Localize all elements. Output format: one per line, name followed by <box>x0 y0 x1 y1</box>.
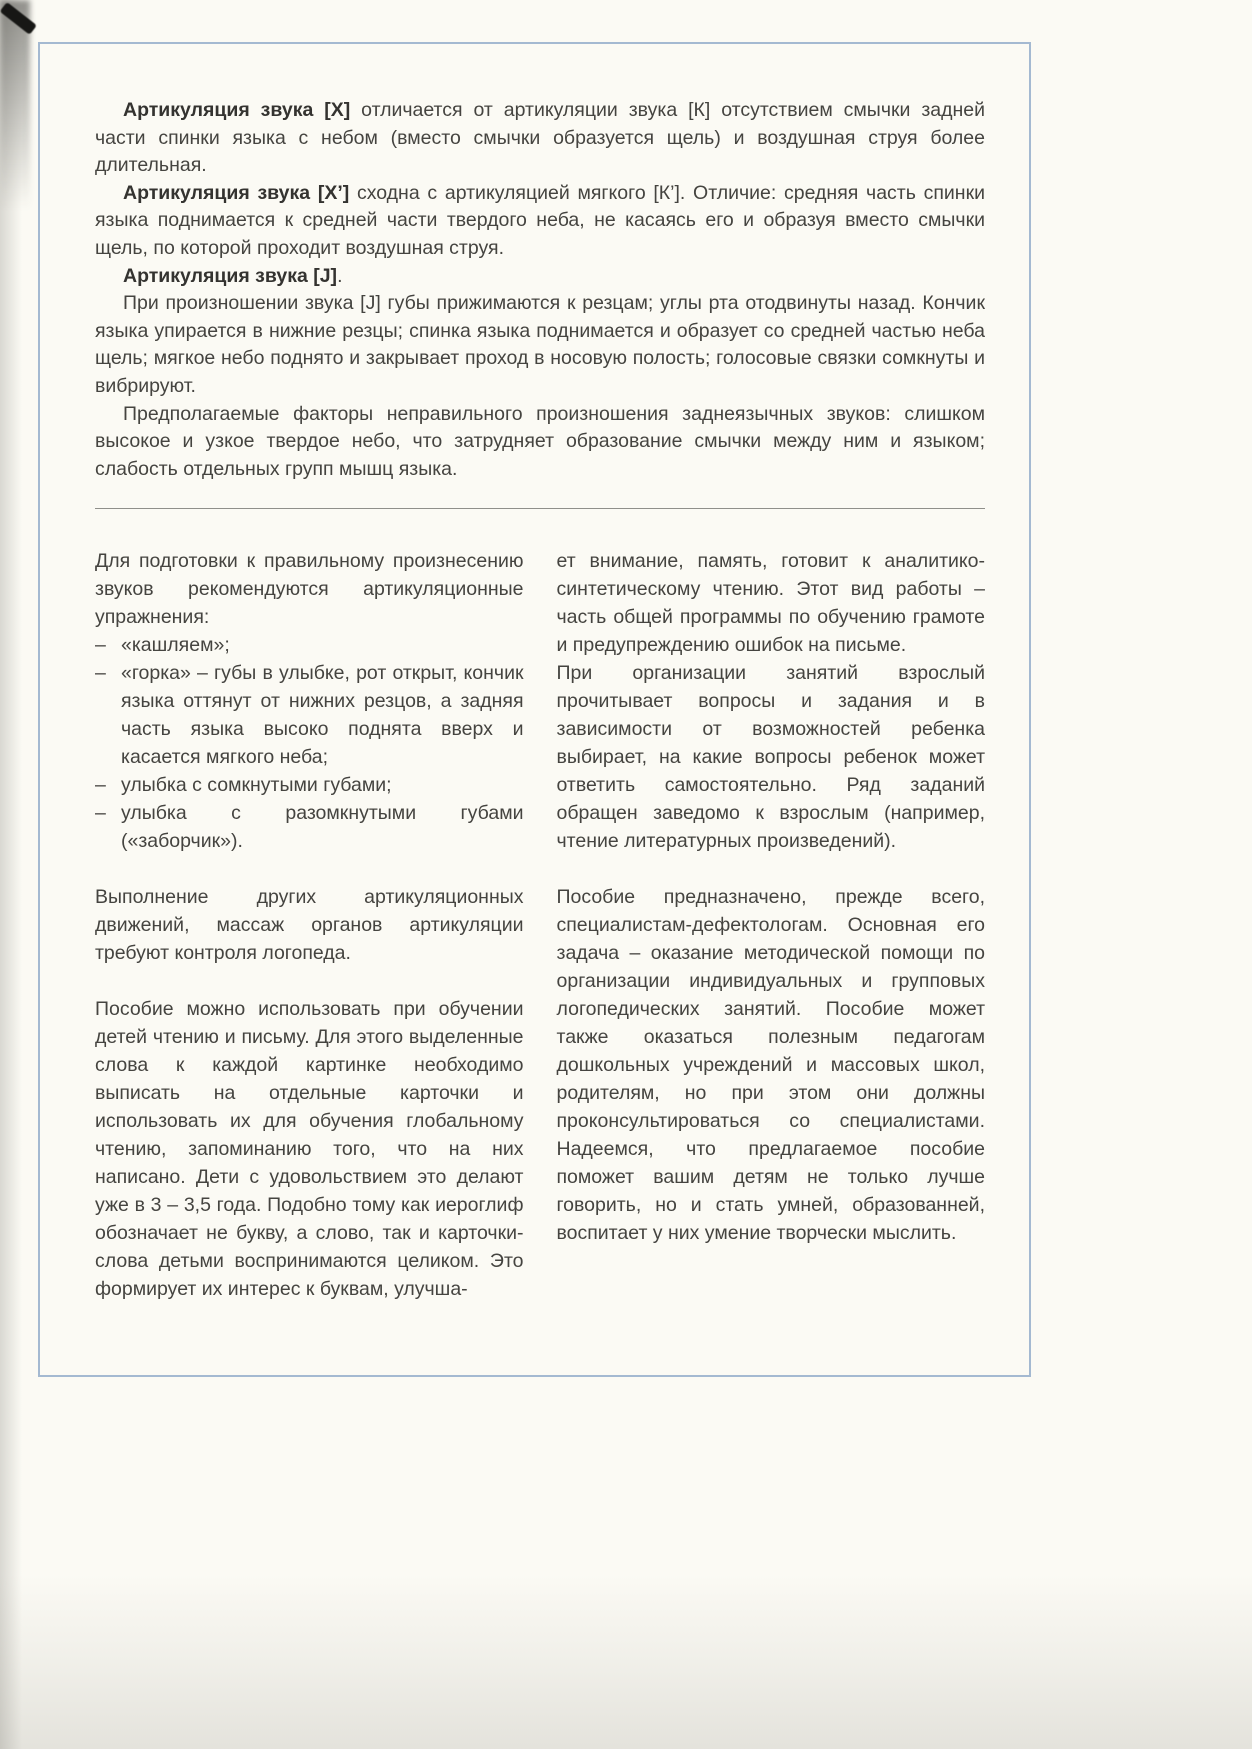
paragraph-lead: Артикуляция звука [Х’] <box>123 181 350 204</box>
list-item-text: «горка» – губы в улыбке, рот открыт, кончик языка оттянут от нижних резцов, а задняя часть языка высоко поднята вверх и касается мягкого неба; <box>121 662 524 769</box>
page-content <box>95 97 985 1303</box>
two-column-section <box>95 547 985 1303</box>
paragraph <box>95 290 985 400</box>
list-item-text: «кашляем»; <box>121 634 230 657</box>
list-item <box>95 799 524 855</box>
paragraph <box>95 180 985 263</box>
scan-corner-shading <box>0 0 30 210</box>
section-divider <box>95 508 985 509</box>
list-item <box>95 631 524 659</box>
list-dash: – <box>95 634 106 657</box>
page-bottom-shading <box>0 1574 1252 1749</box>
paragraph-lead: Артикуляция звука [Х] <box>123 99 351 121</box>
right-column <box>557 547 986 1303</box>
list-item <box>95 771 524 799</box>
paragraph-text: . <box>337 264 343 287</box>
paragraph-text: сходна с артикуляцией мягкого [К’]. Отличие: средняя часть спинки языка поднимается к средней части твердого неба, не касаясь его и образуя вместо смычки щель, по которой проходит воздушная струя. <box>95 181 985 259</box>
scan-corner-mark <box>0 2 37 35</box>
paragraph-text: отличается от артикуляции звука [К] отсутствием смычки задней части спинки языка с небом (вместо смычки образуется щель) и воздушная струя более длительная. <box>95 99 985 177</box>
list-item-text: улыбка с сомкнутыми губами; <box>121 774 392 797</box>
paragraph-lead: Артикуляция звука [J] <box>123 264 338 287</box>
list-dash: – <box>95 774 106 797</box>
paragraph-text: Предполагаемые факторы неправильного произношения заднеязычных звуков: слишком высокое и узкое твердое небо, что затрудняет образование смычки между ним и языком; слабость отдельных групп мышц языка. <box>95 402 985 480</box>
paragraph: Выполнение других артикуляционных движений, массаж органов артикуляции требуют контроля логопеда. <box>95 886 524 965</box>
page-left-edge-shadow <box>0 0 22 1749</box>
paragraph: ет внимание, память, готовит к аналитико-синтетическому чтению. Этот вид работы – часть общей программы по обучению грамоте и предупреждению ошибок на письме. <box>556 550 985 657</box>
paragraph <box>95 263 985 291</box>
paragraph <box>95 401 985 484</box>
list-item <box>95 659 524 771</box>
paragraph: Пособие предназначено, прежде всего, специалистам-дефектологам. Основная его задача – оказание методической помощи по организации индивидуальных и групповых логопедических занятий. Пособие может также оказаться полезным педагогам дошкольных учреждений и массовых школ, родителям, но при этом они должны проконсультироваться со специалистами. Надеемся, что предлагаемое пособие поможет вашим детям не только лучше говорить, но и стать умней, образованней, воспитает у них умение творчески мыслить. <box>556 886 985 1245</box>
paragraph: Пособие можно использовать при обучении детей чтению и письму. Для этого выделенные слова к каждой картинке необходимо выписать на отдельные карточки и использовать их для обучения глобальному чтению, запоминанию того, что на них написано. Дети с удовольствием это делают уже в 3 – 3,5 года. Подобно тому как иероглиф обозначает не букву, а слово, так и карточки-слова детьми воспринимаются целиком. Это формирует их интерес к буквам, улучша- <box>95 998 524 1301</box>
paragraph: Для подготовки к правильному произнесению звуков рекомендуются артикуляционные упражнения: <box>95 550 524 629</box>
list-dash: – <box>95 662 106 685</box>
paragraph-text: При произношении звука [J] губы прижимаются к резцам; углы рта отодвинуты назад. Кончик языка упирается в нижние резцы; спинка языка поднимается и образует со средней частью неба щель; мягкое небо поднято и закрывает проход в носовую полость; голосовые связки сомкнуты и вибрируют. <box>95 292 985 397</box>
paragraph <box>95 97 985 180</box>
paragraph: При организации занятий взрослый прочитывает вопросы и задания и в зависимости от возможностей ребенка выбирает, на какие вопросы ребенок может ответить самостоятельно. Ряд заданий обращен заведомо к взрослым (например, чтение литературных произведений). <box>556 662 985 853</box>
list-item-text: улыбка с разомкнутыми губами («заборчик»). <box>121 802 524 853</box>
left-column <box>95 547 524 1303</box>
list-dash: – <box>95 802 106 825</box>
articulation-section <box>95 97 985 483</box>
